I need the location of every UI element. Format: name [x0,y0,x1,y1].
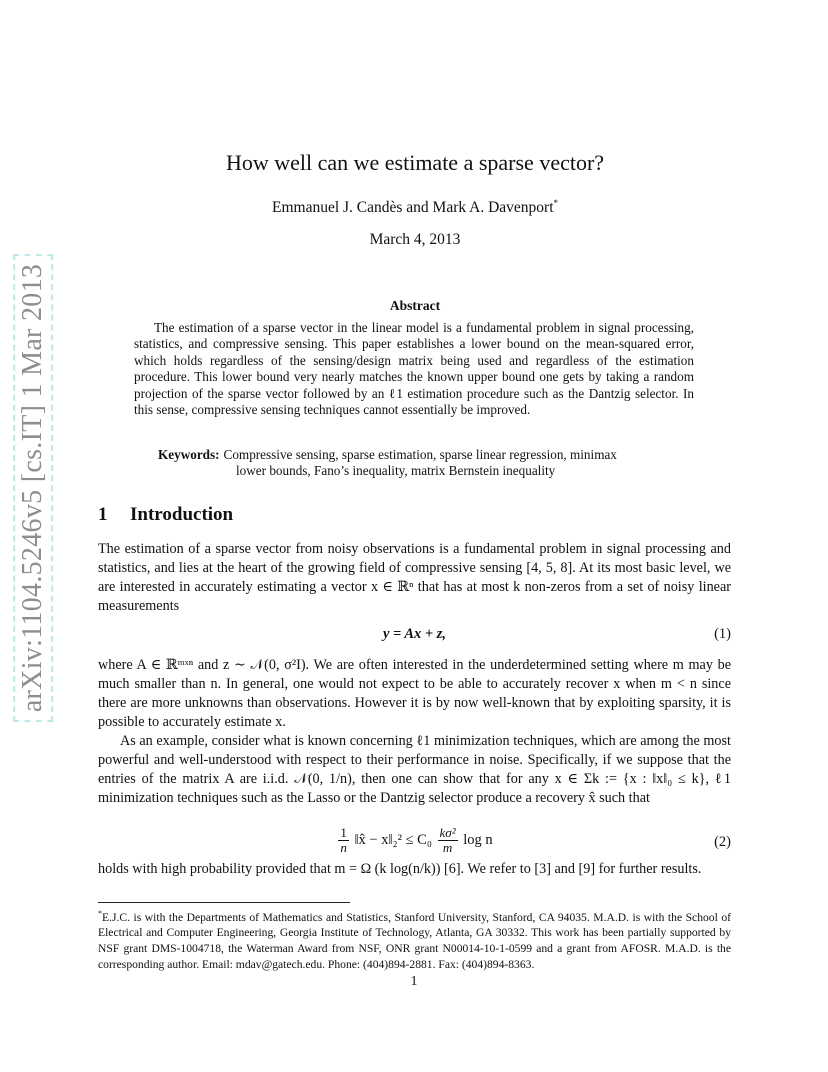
authors-line [100,198,730,217]
section-heading [98,504,233,526]
section-title: Introduction [130,504,234,525]
footnote-text: E.J.C. is with the Departments of Mathematics and Statistics, Stanford University, Stanford, CA 94035. M.A.D. is with the School of Electrical and Computer Engineering, Georgia Institute of Technology, Atlanta, GA 30332. This work has been partially supported by NSF grant DMS-1004718, the Waterman Award from NSF, ONR grant N00014-10-1-0599 and a grant from AFOSR. M.A.D. is the corresponding author. Email: mdav@gatech.edu. Phone: (404)894-2881. Fax: (404)894-8363. [98,910,731,971]
equation-2-rhs-fraction: $\frac{\text{kσ²}}{m}$ [439,825,456,855]
authors: Emmanuel J. Candès and Mark A. Davenport [271,199,554,217]
keywords [158,447,678,480]
keywords-label: Keywords: [158,447,220,462]
footnote-mark: * [98,909,102,918]
section-number: 1 [98,504,108,525]
equation-2-lhs-fraction: $\frac{1}{n}$ [340,825,347,855]
equation-1-body: y = Ax + z, [382,626,447,642]
equation-2-number: (2) [714,834,731,850]
equation-2-tail: log n [463,831,493,848]
publication-date: March 4, 2013 [369,231,461,248]
footnote-divider [98,902,350,903]
page-number: 1 [410,974,418,989]
equation-1 [98,626,731,646]
paper-title: How well can we estimate a sparse vector? [225,150,605,175]
equation-2-body [98,826,731,855]
paragraph-4: holds with high probability provided that m = Ω (k log(n/k)) [6]. We refer to [3] and [9] for further results. [98,861,702,877]
equation-2-middle: ‖x̂ − x‖₂² ≤ C₀ [354,831,432,848]
keywords-line-2: lower bounds, Fano’s inequality, matrix Bernstein inequality [236,463,556,479]
keywords-line-1: Compressive sensing, sparse estimation, sparse linear regression, minimax [223,447,617,462]
arxiv-side-stamp [12,263,54,713]
abstract-heading: Abstract [389,298,441,313]
abstract-text: The estimation of a sparse vector in the linear model is a fundamental problem in signal processing, statistics, and compressive sensing. This paper establishes a lower bound on the mean-squared error, which holds regardless of the sensing/design matrix being used and regardless of the estimation procedure. This lower bound very nearly matches the known upper bound one gets by taking a random projection of the sparse vector followed by an ℓ1 estimation procedure such as the Dantzig selector. In this sense, compressive sensing techniques cannot essentially be improved. [134,320,694,418]
paragraph-3: As an example, consider what is known concerning ℓ1 minimization techniques, which are among the most powerful and well-understood with respect to their performance in noise. Specifically, if we suppose that the entries of the matrix A are i.i.d. 𝒩(0, 1/n), then one can show that for any x ∈ Σk := {x : ‖x‖₀ ≤ k}, ℓ1 minimization techniques such as the Lasso or the Dantzig selector produce a recovery x̂ such that [98,733,731,806]
equation-2 [98,826,731,862]
equation-1-number: (1) [714,626,731,642]
footnote [98,906,731,972]
arxiv-identifier[interactable]: arXiv:1104.5246v5 [cs.IT] 1 Mar 2013 [13,254,53,722]
paragraph-1: The estimation of a sparse vector from noisy observations is a fundamental problem in signal processing and statistics, and lies at the heart of the growing field of compressive sensing [4, 5, 8]. At its most basic level, we are interested in accurately estimating a vector x ∈ ℝⁿ that has at most k non-zeros from a set of noisy linear measurements [98,541,731,614]
author-footnote-mark[interactable]: * [553,198,559,208]
paragraph-2: where A ∈ ℝᵐˣⁿ and z ∼ 𝒩(0, σ²I). We are often interested in the underdetermined setting where m may be much smaller than n. In general, one would not expect to be able to accurately recover x when m < n since there are more unknowns than observations. However it is by now well-known that by exploiting sparsity, it is possible to accurately estimate x. [98,657,731,730]
title-block [100,150,730,176]
